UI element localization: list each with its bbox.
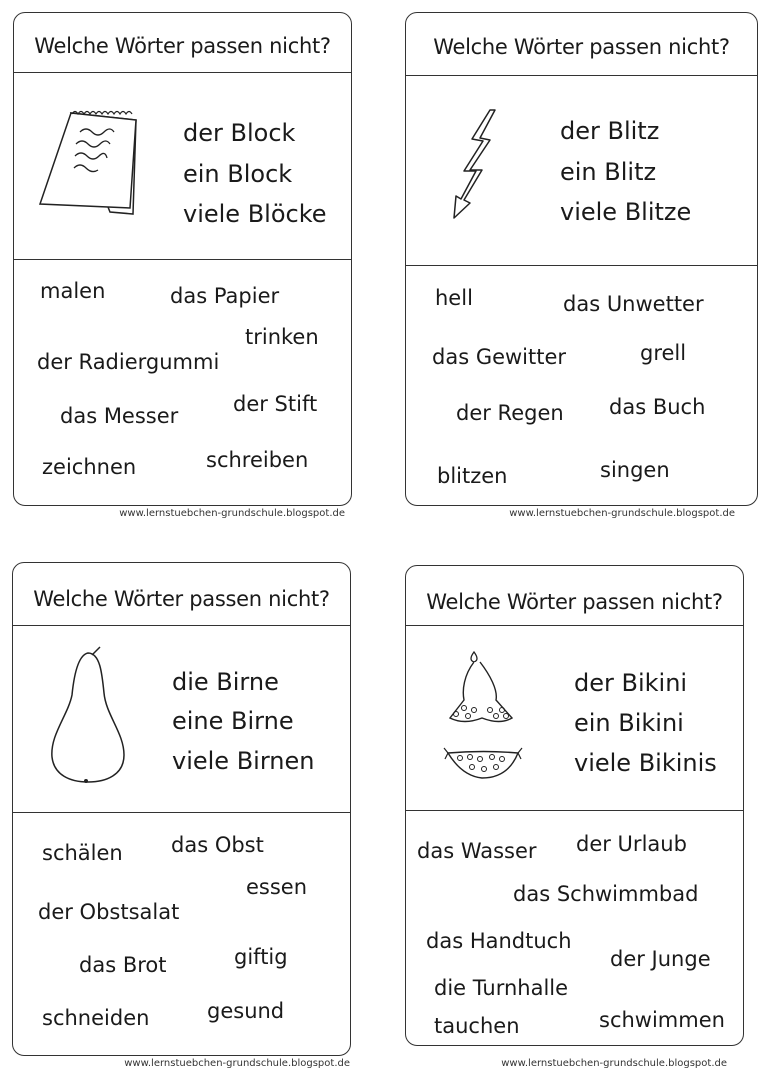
- word-option: das Buch: [609, 395, 706, 419]
- word-option: grell: [640, 341, 687, 365]
- divider: [14, 72, 351, 73]
- word-form: ein Bikini: [574, 709, 684, 737]
- word-option: das Handtuch: [426, 929, 572, 953]
- word-option: gesund: [207, 999, 285, 1023]
- worksheet-card-blitz: [405, 12, 758, 506]
- word-option: das Gewitter: [432, 345, 567, 369]
- footer-url: www.lernstuebchen-grundschule.blogspot.de: [119, 508, 345, 519]
- divider: [406, 265, 757, 266]
- worksheet-card-block: [13, 12, 352, 506]
- word-option: der Junge: [610, 947, 711, 971]
- word-option: der Radiergummi: [37, 350, 220, 374]
- word-option: tauchen: [434, 1014, 520, 1038]
- divider: [14, 259, 351, 260]
- footer-url: www.lernstuebchen-grundschule.blogspot.de: [501, 1058, 727, 1069]
- divider: [406, 75, 757, 76]
- word-option: das Messer: [60, 404, 179, 428]
- card-title: Welche Wörter passen nicht?: [426, 590, 723, 614]
- worksheet-card-birne: [12, 562, 351, 1056]
- word-option: das Unwetter: [563, 292, 704, 316]
- card-title: Welche Wörter passen nicht?: [34, 34, 331, 58]
- word-option: schneiden: [42, 1006, 150, 1030]
- pear-icon: [48, 645, 128, 785]
- word-option: der Stift: [233, 392, 318, 416]
- word-form: eine Birne: [172, 707, 294, 735]
- worksheet-card-bikini: [405, 565, 744, 1046]
- divider: [13, 625, 350, 626]
- word-form: viele Birnen: [172, 747, 315, 775]
- divider: [406, 625, 743, 626]
- word-option: das Brot: [79, 953, 167, 977]
- notepad-icon: [38, 108, 138, 223]
- word-option: das Papier: [170, 284, 280, 308]
- bikini-icon: [444, 650, 524, 785]
- word-option: malen: [40, 279, 106, 303]
- divider: [406, 810, 743, 811]
- word-form: viele Blitze: [560, 198, 692, 226]
- word-option: der Obstsalat: [38, 900, 180, 924]
- word-form: viele Blöcke: [183, 200, 327, 228]
- divider: [13, 812, 350, 813]
- word-option: essen: [246, 875, 308, 899]
- word-form: ein Blitz: [560, 158, 657, 186]
- footer-url: www.lernstuebchen-grundschule.blogspot.de: [509, 508, 735, 519]
- word-option: das Obst: [171, 833, 264, 857]
- word-form: die Birne: [172, 668, 279, 696]
- word-option: das Schwimmbad: [513, 882, 699, 906]
- word-option: der Regen: [456, 401, 564, 425]
- word-form: der Blitz: [560, 117, 660, 145]
- word-option: blitzen: [437, 464, 508, 488]
- word-option: schreiben: [206, 448, 309, 472]
- word-option: singen: [600, 458, 670, 482]
- word-option: der Urlaub: [576, 832, 687, 856]
- word-option: die Turnhalle: [434, 976, 569, 1000]
- word-option: trinken: [245, 325, 319, 349]
- lightning-icon: [450, 108, 510, 223]
- word-option: zeichnen: [42, 455, 137, 479]
- word-form: der Bikini: [574, 669, 688, 697]
- word-option: hell: [435, 286, 473, 310]
- footer-url: www.lernstuebchen-grundschule.blogspot.de: [124, 1058, 350, 1069]
- word-form: ein Block: [183, 160, 293, 188]
- word-option: giftig: [234, 945, 288, 969]
- word-form: der Block: [183, 119, 296, 147]
- card-title: Welche Wörter passen nicht?: [433, 35, 730, 59]
- word-option: schwimmen: [599, 1008, 725, 1032]
- word-option: das Wasser: [417, 839, 537, 863]
- word-form: viele Bikinis: [574, 749, 717, 777]
- card-title: Welche Wörter passen nicht?: [33, 587, 330, 611]
- word-option: schälen: [42, 841, 123, 865]
